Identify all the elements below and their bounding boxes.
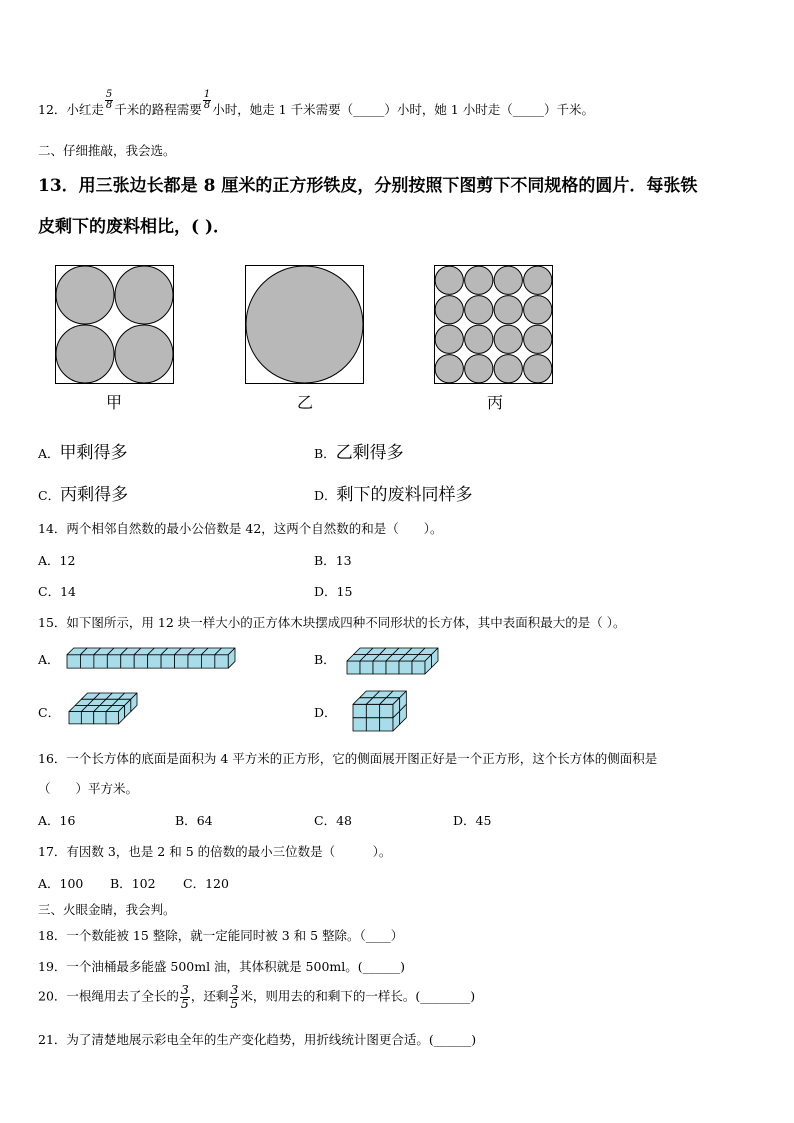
q12-fraction-1-numerator: 5 <box>105 89 113 100</box>
cube-face <box>94 712 106 724</box>
cube-face <box>386 661 399 674</box>
figure-yi-svg <box>245 265 364 384</box>
bing-circle <box>465 296 493 324</box>
cuboid-6x2x1 <box>346 647 442 675</box>
option-label: B． <box>110 876 132 891</box>
section-2-heading: 二、仔细推敲，我会选。 <box>38 143 176 158</box>
cube-face <box>148 655 161 668</box>
q16-option-b[interactable] <box>175 811 213 829</box>
option-label: C． <box>38 584 61 599</box>
figure-yi <box>245 265 364 384</box>
bing-circle <box>494 266 522 294</box>
question-13-line-1: 13．用三张边长都是 8 厘米的正方形铁皮，分别按照下图剪下不同规格的圆片．每张铁 <box>38 176 698 196</box>
question-13-line-2: 皮剩下的废料相比，( )． <box>38 217 231 237</box>
q13-option-a[interactable] <box>38 438 128 463</box>
jia-circle <box>115 325 173 383</box>
cube-face <box>106 712 118 724</box>
option-label: D． <box>314 584 337 599</box>
q15-option-a-label[interactable]: A． <box>38 652 60 667</box>
q20-fraction-2-numerator: 3 <box>230 982 239 997</box>
section-3-heading: 三、火眼金睛，我会判。 <box>38 902 176 917</box>
option-label: D． <box>314 488 337 503</box>
question-16-line-1: 16．一个长方体的底面是面积为 4 平方米的正方形，它的侧面展开图正好是一个正方形，这个长方体的侧面积是 <box>38 751 658 766</box>
q17-option-b[interactable] <box>110 874 156 892</box>
option-label: C． <box>314 813 337 828</box>
q12-text-3: 小时，她走 1 千米需要（_____）小时，她 1 小时走（_____）千米。 <box>212 102 594 117</box>
option-text: 100 <box>59 876 84 891</box>
bing-circle <box>435 296 463 324</box>
option-text: 13 <box>335 553 352 568</box>
cube-face <box>188 655 201 668</box>
bing-circle <box>465 266 493 294</box>
cube-face <box>412 661 425 674</box>
cube-face <box>353 704 366 717</box>
option-label: C． <box>38 488 61 503</box>
option-label: B． <box>175 813 197 828</box>
q17-option-a[interactable] <box>38 874 83 892</box>
cube-face <box>380 704 393 717</box>
cube-face <box>399 661 412 674</box>
cube-face <box>94 655 107 668</box>
bing-circle <box>494 325 522 353</box>
option-text: 45 <box>475 813 492 828</box>
cube-face <box>107 655 120 668</box>
cube-face <box>161 655 174 668</box>
q14-option-b[interactable] <box>314 551 352 569</box>
q12-fraction-2 <box>203 90 211 111</box>
q15-option-c-figure[interactable] <box>68 692 138 730</box>
option-text: 14 <box>60 584 76 599</box>
q16-option-a[interactable] <box>38 811 75 829</box>
q12-text-1: 小红走 <box>66 102 104 117</box>
question-20 <box>38 984 475 1010</box>
q12-number: 12． <box>38 102 67 117</box>
option-label: B． <box>314 446 336 461</box>
q15-option-d-figure[interactable] <box>352 690 408 732</box>
cube-face <box>81 712 93 724</box>
cube-face <box>366 704 379 717</box>
question-15: 15．如下图所示，用 12 块一样大小的正方体木块摆成四种不同形状的长方体，其中表面积最大的是（ ）。 <box>38 615 626 630</box>
q16-option-c[interactable] <box>314 811 352 829</box>
question-19: 19．一个油桶最多能盛 500ml 油，其体积就是 500ml。(______) <box>38 959 405 974</box>
option-label: A． <box>38 553 60 568</box>
question-16-line-2: （ ）平方米。 <box>38 781 139 796</box>
caption-jia: 甲 <box>106 393 123 412</box>
q14-option-d[interactable] <box>314 582 352 600</box>
bing-circle <box>465 325 493 353</box>
q15-option-b-label[interactable]: B． <box>314 652 336 667</box>
bing-circle <box>435 355 463 383</box>
yi-circle <box>246 266 363 383</box>
q15-option-c-label[interactable]: C． <box>38 705 61 720</box>
question-12 <box>38 90 594 118</box>
bing-circle <box>524 296 552 324</box>
q20-text-1: 20．一根绳用去了全长的 <box>38 988 179 1004</box>
question-17: 17．有因数 3，也是 2 和 5 的倍数的最小三位数是（ ）。 <box>38 844 392 859</box>
figure-jia-svg <box>55 265 174 384</box>
figure-jia <box>55 265 174 384</box>
option-text: 120 <box>205 876 229 891</box>
q14-option-a[interactable] <box>38 551 75 569</box>
q12-fraction-1-denominator: 8 <box>105 100 113 111</box>
option-text: 甲剩得多 <box>59 443 128 463</box>
cube-face <box>360 661 373 674</box>
cube-face <box>80 655 93 668</box>
option-text: 12 <box>59 553 76 568</box>
cube-face <box>201 655 214 668</box>
cuboid-4x3x1 <box>68 692 138 730</box>
q20-fraction-1 <box>180 984 190 1010</box>
q15-option-a-figure[interactable] <box>66 647 236 671</box>
option-text: 15 <box>336 584 353 599</box>
bing-circle <box>435 266 463 294</box>
q12-text-2: 千米的路程需要 <box>114 102 202 117</box>
q20-fraction-1-numerator: 3 <box>180 982 189 997</box>
jia-circle <box>56 266 114 324</box>
cube-face <box>121 655 134 668</box>
cuboid-12x1x1 <box>66 647 236 671</box>
option-text: 乙剩得多 <box>335 443 404 463</box>
cube-face <box>69 712 81 724</box>
option-text: 剩下的废料同样多 <box>336 485 473 505</box>
q13-option-b[interactable] <box>314 438 404 463</box>
jia-circle <box>115 266 173 324</box>
q16-option-d[interactable] <box>453 811 491 829</box>
q20-fraction-2 <box>229 984 239 1010</box>
option-label: C． <box>183 876 206 891</box>
bing-circle <box>494 296 522 324</box>
bing-circle <box>465 355 493 383</box>
bing-circle <box>524 355 552 383</box>
caption-yi: 乙 <box>297 393 314 412</box>
bing-circle <box>435 325 463 353</box>
cube-face <box>215 655 228 668</box>
option-text: 64 <box>196 813 213 828</box>
jia-circle <box>56 325 114 383</box>
cube-face <box>347 661 360 674</box>
option-text: 48 <box>336 813 352 828</box>
option-label: B． <box>314 553 336 568</box>
q15-option-b-figure[interactable] <box>346 647 442 675</box>
bing-circle <box>524 266 552 294</box>
cube-face <box>366 718 379 731</box>
q17-option-c[interactable] <box>183 874 229 892</box>
cube-face <box>67 655 80 668</box>
q20-text-2: ，还剩 <box>190 988 229 1004</box>
option-label: D． <box>453 813 476 828</box>
cuboid-3x2x2 <box>352 690 408 732</box>
bing-circle <box>524 325 552 353</box>
option-label: A． <box>38 813 60 828</box>
q12-fraction-2-numerator: 1 <box>203 89 211 100</box>
option-label: A． <box>38 446 60 461</box>
cube-face <box>175 655 188 668</box>
q12-fraction-2-denominator: 8 <box>203 100 211 111</box>
q20-text-3: 米，则用去的和剩下的一样长。(________) <box>240 988 476 1004</box>
cube-face <box>134 655 147 668</box>
q15-option-d-label[interactable]: D． <box>314 705 337 720</box>
bing-circle <box>494 355 522 383</box>
option-text: 16 <box>59 813 76 828</box>
question-21: 21．为了清楚地展示彩电全年的生产变化趋势，用折线统计图更合适。(______) <box>38 1032 477 1047</box>
figure-bing-svg <box>434 265 553 384</box>
q13-option-c[interactable] <box>38 480 128 505</box>
option-text: 丙剩得多 <box>60 485 129 505</box>
q14-option-c[interactable] <box>38 582 76 600</box>
option-text: 102 <box>131 876 156 891</box>
q12-fraction-1 <box>105 90 113 111</box>
figure-bing <box>434 265 553 384</box>
cube-face <box>380 718 393 731</box>
option-label: A． <box>38 876 60 891</box>
question-14: 14．两个相邻自然数的最小公倍数是 42，这两个自然数的和是（ ）。 <box>38 521 443 536</box>
question-18: 18．一个数能被 15 整除，就一定能同时被 3 和 5 整除。（____） <box>38 928 404 943</box>
q20-fraction-1-denominator: 5 <box>180 995 189 1011</box>
cube-face <box>373 661 386 674</box>
caption-bing: 丙 <box>487 393 504 412</box>
q13-option-d[interactable] <box>314 480 473 505</box>
cube-face <box>353 718 366 731</box>
q20-fraction-2-denominator: 5 <box>230 995 239 1011</box>
